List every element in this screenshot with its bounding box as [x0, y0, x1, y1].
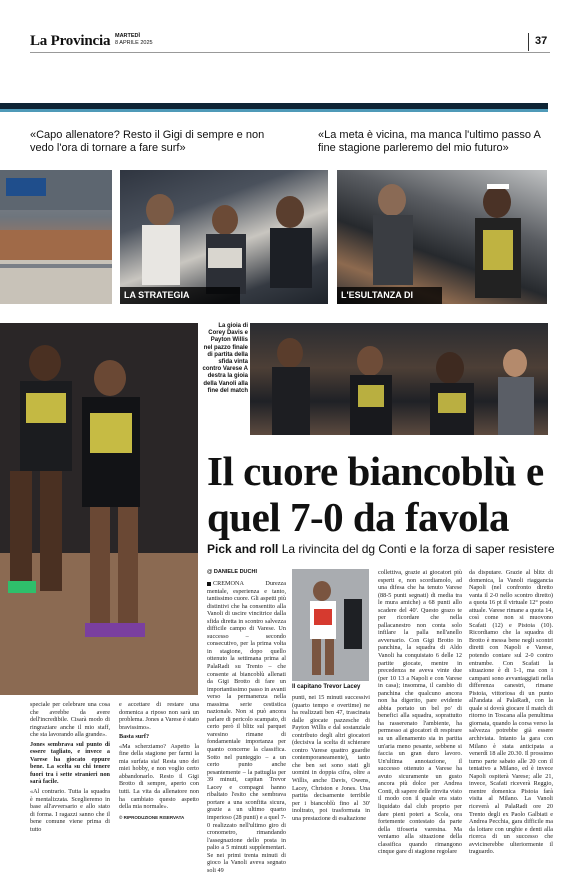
- article-text: collettiva, grazie ai giocatori più esperti e, non scordiamolo, ad una difesa che ha tenuto Varese (88-5 punti segnati) di media tra le mura amiche) a 68 punti allo scadere del 40'. Questo grazo te per ricordare che nella pallacanestro non conta solo infilare la palla nell'anello avversario. Con Gigi Brotto in panchina, la squadra di Aldo Vanoli ha conquistato 6 delle 12 partite giocate, mentre in precedenza ne aveva vinte due (per 10 13 a Napoli e con Varese in casa); insomma, il cambio di panchina che qualcuno ancora non ha digerito, pare evidente abbia portato un bel po' di benefici alla squadra, soprattutto ha rasserenato l'ambiente, ha permesso ai giocatori di respirare su un allenamento sia in partita un'aria meno pesante, sebbene si faccia un gran duro lavoro. Un'ultima annotazione, il successo ottenuto a Varese ha avuto sicuramente un gusto ancora più dolce per Andrea Conti, di sapere delle rinvita visto il modo con il quale era stato liquidato dal club proprio per dare pieni poteri a Scola, ora fortemente contestato da parte della tifoseria varesina. Ma veniamo alla situazione della classifica quando rimangono cinque gare di stagione regolare: [378, 569, 462, 856]
- players-photo-illustration: [0, 323, 198, 695]
- page-number: 37: [535, 35, 548, 47]
- owens-photo-illustration: [337, 170, 547, 304]
- location-marker: [207, 582, 211, 586]
- article-column-4: [469, 569, 553, 858]
- section-band-accent: [0, 109, 548, 112]
- interview-answer: «Al contrario. Tutta la squadra è mentalizzata. Sceglieremo in base all'avversario e allo stato di forma. I ragazzi sanno che il bene comune viene prima di tutto: [30, 788, 110, 833]
- team-celebration-illustration: [250, 323, 548, 435]
- byline-author: DANIELE DUCHI: [213, 569, 257, 575]
- page-number-divider: [528, 33, 529, 51]
- owens-caption: L'ESULTANZA DI OWENS: [337, 287, 442, 304]
- article-column-3: [378, 569, 462, 858]
- date-block: [115, 33, 153, 47]
- article-column-1: [207, 580, 286, 876]
- subheadline: [207, 542, 557, 556]
- lacey-caption: Il capitano Trevor Lacey: [292, 684, 361, 690]
- photo-trevor-lacey: [292, 569, 369, 681]
- strategy-photo-illustration: [120, 170, 328, 304]
- photo-players-celebrating: [0, 323, 198, 695]
- strategy-caption: LA STRATEGIA VINCENTE: [120, 287, 240, 304]
- article-text: da disputare. Grazie al blitz di domenica, la Vanoli riaggancia Napoli (nel confronto diretto vanta il 2-0 nello scontro diretto) a quota 16 pt il virtuale 12° posto attuale. Varese rimane a quota 14, così come non si muovono Scafati (12) e Pistoia (10). Ricordiamo che la squadra di Brotto è messa bene negli scontri diretti con Napoli e Varese, potendo contare sul 2-0 contro entrambe. Con Scafati la situazione è di 1-1, ma con i campani sono avvantaggiati nella differenza canestri, rimane Pistoia, vittoriosa di un punto all'andata al PalaRadi, con la quale si dovrà giocare il match di ritorno in Toscana alla penultima giornata, quando la corsa verso la salvezza potrebbe già essere archiviata. Intanto la gara con Milano è stata anticipata a venerdì 18 alle 20.30. Il prossimo turno parte sabato alle 20 con il tentativo a Milano, ed è invece Napoli ospiterà Varese; alle 21, invece, Scafati riceverà Reggio, mentre domenica Pistoia farà visita al Milano. La Vanoli riceverà al PalaRadi ore 20 Trento degli ex Paolo Galbiati e Andrea Pecchia, gara difficile ma da lottare con unghie e denti alla ricerca di un successo che avvicinerebbe ulteriormente il traguardo.: [469, 569, 553, 856]
- masthead: [0, 0, 580, 58]
- arena-stands-illustration: [0, 170, 112, 304]
- interview-text: speciale per celebrare una cosa che avrebbe da avere dell'incredibile. Cisarà modo di ringraziare anche il mio staff, che sta lavorando alla grande».: [30, 701, 110, 739]
- article-column-2: [292, 694, 370, 824]
- byline-at: @: [207, 569, 213, 575]
- newspaper-logo[interactable]: La Provincia: [30, 33, 111, 49]
- headline: Il cuore biancoblù e quel 7-0 da favola: [207, 448, 544, 540]
- weekday: MARTEDÌ: [115, 33, 141, 39]
- interview-answer: «Ma scherziamo? Aspetto la fine della stagione per farmi la mia surfata sia! Resta uno dei miei hobby, e non voglio certo abbandonarlo. Resto il Gigi Brotto di sempre, aperto con tutti. La vita da allenatore non ha cambiato questo aspetto della mia normale».: [119, 742, 199, 811]
- copyright-credit: © RIPRODUZIONE RISERVATA: [119, 814, 185, 820]
- kicker: Pick and roll: [207, 542, 279, 556]
- byline: [207, 569, 257, 575]
- interview-question: Jones sembrava sul punto di essere tagliato, e invece a Varese ha giocato eppure bene. La scelta su chi tenere fuori tra i sette stranieri non sarà facile.: [30, 740, 110, 786]
- lacey-photo-illustration: [292, 569, 369, 681]
- interview-text: e accettare di restare una domenica a riposo non sarà un problema. Jones a Varese è stato bravissimo».: [119, 701, 199, 731]
- quote-left: «Capo allenatore? Resto il Gigi di sempre e non vedo l'ora di tornare a fare surf»: [30, 129, 265, 154]
- article-text: punti, nei 15 minuti successivi (quarto tempo e overtime) ne ha realizzati ben 47, trascinata dalle giocate pazzesche di Payton Willis e dal sostanziale contributo degli altri giocatori (decisiva la scelta di schierare contro Varese quattro guardie contemporaneamente), tanto che ben sei sono stati gli uomini in doppia cifra, oltre a Willis, anche Davis, Owens, Lacey, Christon e Jones. Una partita decisamente terribile per i biancoblù fino al 30' inoltrato, poi trasformata in una prestazione di esaltazione: [292, 694, 370, 822]
- photo-team-celebration: [250, 323, 548, 435]
- article-text: CREMONA Durezza mentale, esperienza e tanto, tantissimo cuore. Gli aspetti più distintivi che ha consentito alla Vanoli di uscire vincitrice dalla sfida diretta in scontro salvezza difficile campo di Varese. Un successo – secondo consecutivo, per la prima volta in stagione, dopo quello ottenuto la settimana prima al PalaRadi su Trento – che consente ai biancoblù allenati da Gigi Brotto di fare un importantissimo passo in avanti verso la permanenza nella massima serie cestistica nazionale. Non si può ancora parlare di pericolo scampato, di certo però il blitz sul parquet varesino rimane di fondamentale importanza per quanto concerne la classifica. Sotto nel punteggio – a un certo punto anche pesantemente – la pattuglia per 39 minuti, capitan Trevor Lacey e compagni hanno ribaltato l'esito che sembrava portare a una sconfitta sicura, grazie a un ultimo quarto imperioso (28 punti) e a quel 7-0 realizzato nell'ultimo giro di cronometro, rimandando l'assegnazione dello posta in palio a 5 minuti supplementari. Se nei primi trenta minuti di gioco la Vanoli aveva segnato soli 49: [207, 580, 286, 874]
- interview-question: Basta surf?: [119, 733, 150, 741]
- subheadline-text: La rivincita del dg Conti e la forza di saper resistere: [281, 542, 555, 556]
- masthead-rule: [30, 52, 550, 53]
- interview-column-1: [30, 701, 110, 835]
- photo-arena-stands: [0, 170, 112, 304]
- interview-column-2: [119, 701, 199, 821]
- main-photo-caption: La gioia di Corey Davis e Payton Willis nel pazzo finale di partita della sfida vinta contro Varese A destra la gioia della Vanoli alla fine del match: [202, 323, 248, 394]
- photo-strategy: [120, 170, 328, 317]
- quote-right: «La meta è vicina, ma manca l'ultimo passo A fine stagione parleremo del mio futuro»: [318, 129, 541, 154]
- photo-owens: [337, 170, 547, 317]
- date: 8 APRILE 2025: [115, 40, 153, 46]
